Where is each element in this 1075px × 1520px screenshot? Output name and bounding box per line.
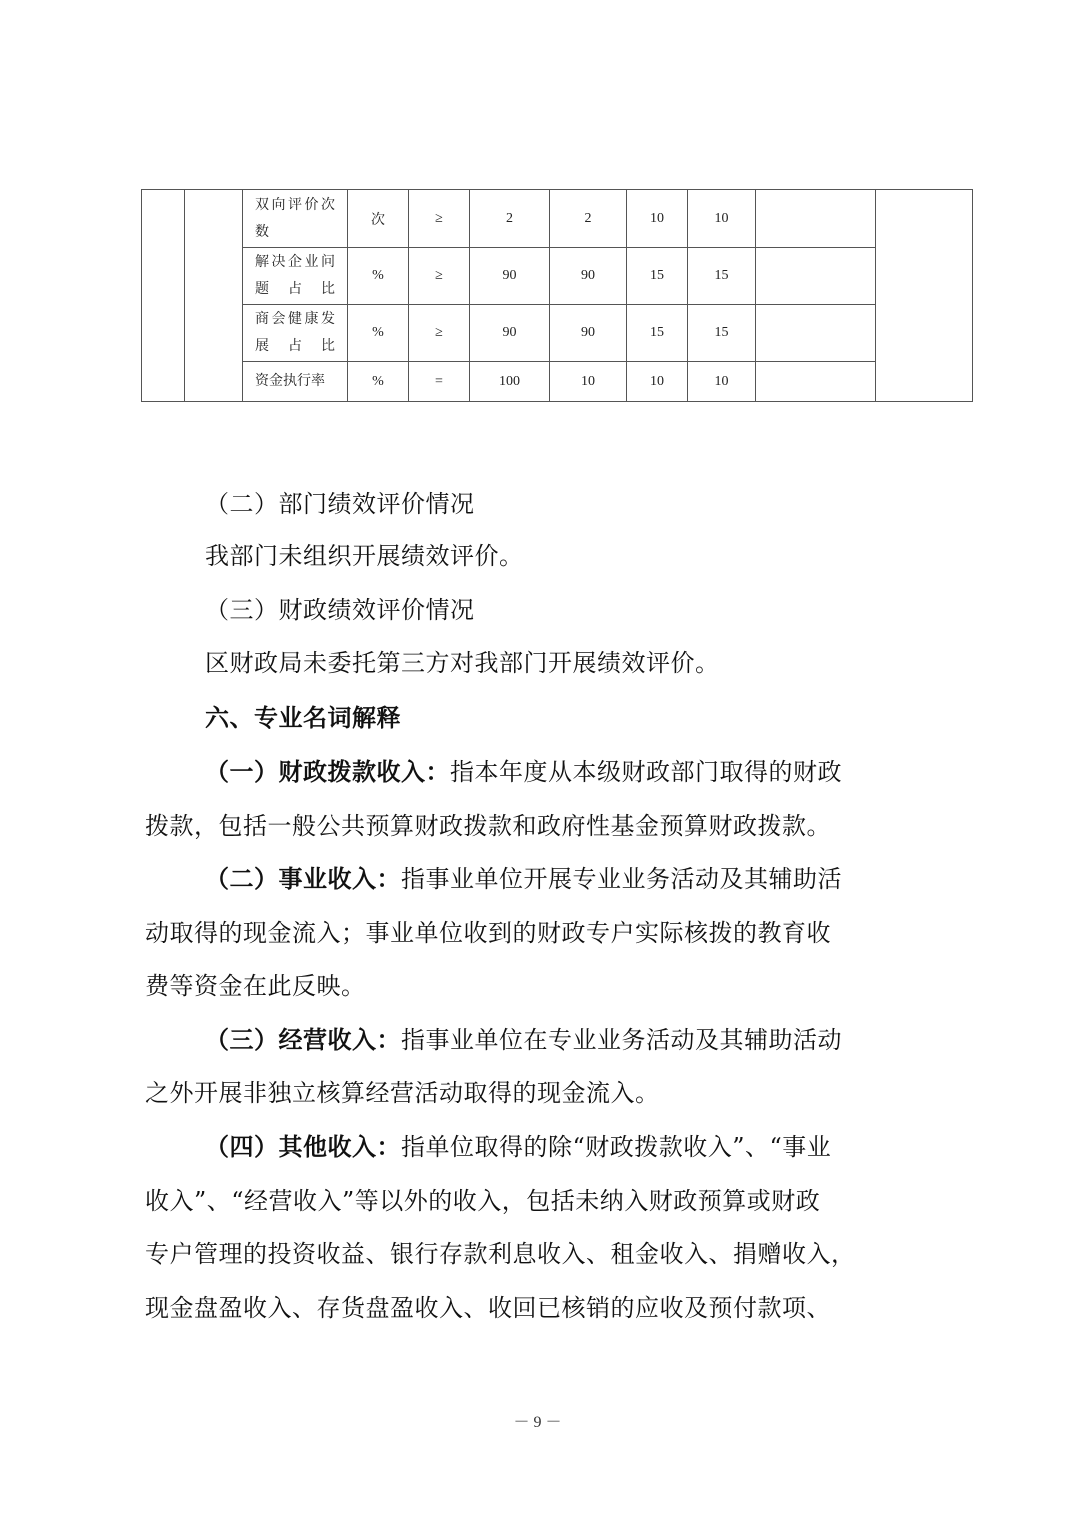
paragraph-line: 收入”、“经营收入”等以外的收入，包括未纳入财政预算或财政 bbox=[145, 1187, 821, 1215]
indicator-actual: 90 bbox=[550, 248, 627, 305]
indicator-name: 双向评价次数 bbox=[243, 190, 348, 248]
indicator-actual: 90 bbox=[550, 305, 627, 362]
indicator-actual: 2 bbox=[550, 190, 627, 248]
indicator-operator: ≥ bbox=[409, 190, 470, 248]
indicator-operator: ≥ bbox=[409, 305, 470, 362]
table-row bbox=[142, 362, 973, 402]
indicator-actual: 10 bbox=[550, 362, 627, 402]
indicator-unit: % bbox=[348, 362, 409, 402]
indicator-score: 10 bbox=[688, 362, 756, 402]
indicator-target: 2 bbox=[470, 190, 550, 248]
page-number: － 9 － bbox=[513, 1414, 562, 1431]
indicator-operator: = bbox=[409, 362, 470, 402]
table-cell-blank bbox=[756, 248, 876, 305]
term-label: （四）其他收入： bbox=[205, 1132, 401, 1161]
paragraph-line: 区财政局未委托第三方对我部门开展绩效评价。 bbox=[205, 649, 720, 677]
table-row bbox=[142, 305, 973, 362]
table-cell-blank bbox=[142, 190, 185, 402]
paragraph-line bbox=[205, 752, 842, 787]
section-heading: （二）部门绩效评价情况 bbox=[205, 490, 475, 518]
table-cell-blank bbox=[756, 362, 876, 402]
indicator-operator: ≥ bbox=[409, 248, 470, 305]
indicator-weight: 10 bbox=[627, 190, 688, 248]
paragraph-line: 动取得的现金流入；事业单位收到的财政专户实际核拨的教育收 bbox=[145, 919, 831, 947]
indicator-weight: 15 bbox=[627, 248, 688, 305]
indicator-unit: 次 bbox=[348, 190, 409, 248]
section-heading: （三）财政绩效评价情况 bbox=[205, 596, 475, 624]
paragraph-line: 专户管理的投资收益、银行存款利息收入、租金收入、捐赠收入， bbox=[145, 1240, 856, 1268]
paragraph-line: 拨款，包括一般公共预算财政拨款和政府性基金预算财政拨款。 bbox=[145, 812, 831, 840]
indicator-name: 商会健康发展占比 bbox=[243, 305, 348, 362]
indicator-target: 90 bbox=[470, 248, 550, 305]
term-label: （二）事业收入： bbox=[205, 864, 401, 893]
term-definition: 指事业单位在专业业务活动及其辅助活动 bbox=[401, 1026, 842, 1054]
term-label: （一）财政拨款收入： bbox=[205, 757, 450, 786]
term-definition: 指本年度从本级财政部门取得的财政 bbox=[450, 758, 842, 786]
indicator-unit: % bbox=[348, 305, 409, 362]
performance-indicator-table bbox=[141, 189, 973, 402]
chapter-heading: 六、专业名词解释 bbox=[205, 703, 401, 732]
table-cell-blank bbox=[756, 190, 876, 248]
term-label: （三）经营收入： bbox=[205, 1025, 401, 1054]
table-cell-blank bbox=[185, 190, 243, 402]
paragraph-line bbox=[205, 1020, 842, 1055]
table-cell-blank bbox=[756, 305, 876, 362]
table-cell-blank bbox=[876, 190, 973, 402]
paragraph-line: 费等资金在此反映。 bbox=[145, 972, 366, 1000]
term-definition: 指事业单位开展专业业务活动及其辅助活 bbox=[401, 865, 842, 893]
indicator-score: 15 bbox=[688, 305, 756, 362]
indicator-target: 100 bbox=[470, 362, 550, 402]
indicator-unit: % bbox=[348, 248, 409, 305]
indicator-weight: 10 bbox=[627, 362, 688, 402]
term-definition: 指单位取得的除“财政拨款收入”、“事业 bbox=[401, 1133, 832, 1161]
table-row bbox=[142, 248, 973, 305]
paragraph-line: 之外开展非独立核算经营活动取得的现金流入。 bbox=[145, 1079, 660, 1107]
indicator-target: 90 bbox=[470, 305, 550, 362]
indicator-weight: 15 bbox=[627, 305, 688, 362]
indicator-score: 15 bbox=[688, 248, 756, 305]
table-row bbox=[142, 190, 973, 248]
paragraph-line bbox=[205, 859, 842, 894]
paragraph-line bbox=[205, 1127, 831, 1162]
paragraph-line: 现金盘盈收入、存货盘盈收入、收回已核销的应收及预付款项、 bbox=[145, 1294, 831, 1322]
indicator-name: 解决企业问题占比 bbox=[243, 248, 348, 305]
paragraph-line: 我部门未组织开展绩效评价。 bbox=[205, 542, 524, 570]
indicator-score: 10 bbox=[688, 190, 756, 248]
indicator-name: 资金执行率 bbox=[243, 362, 348, 402]
